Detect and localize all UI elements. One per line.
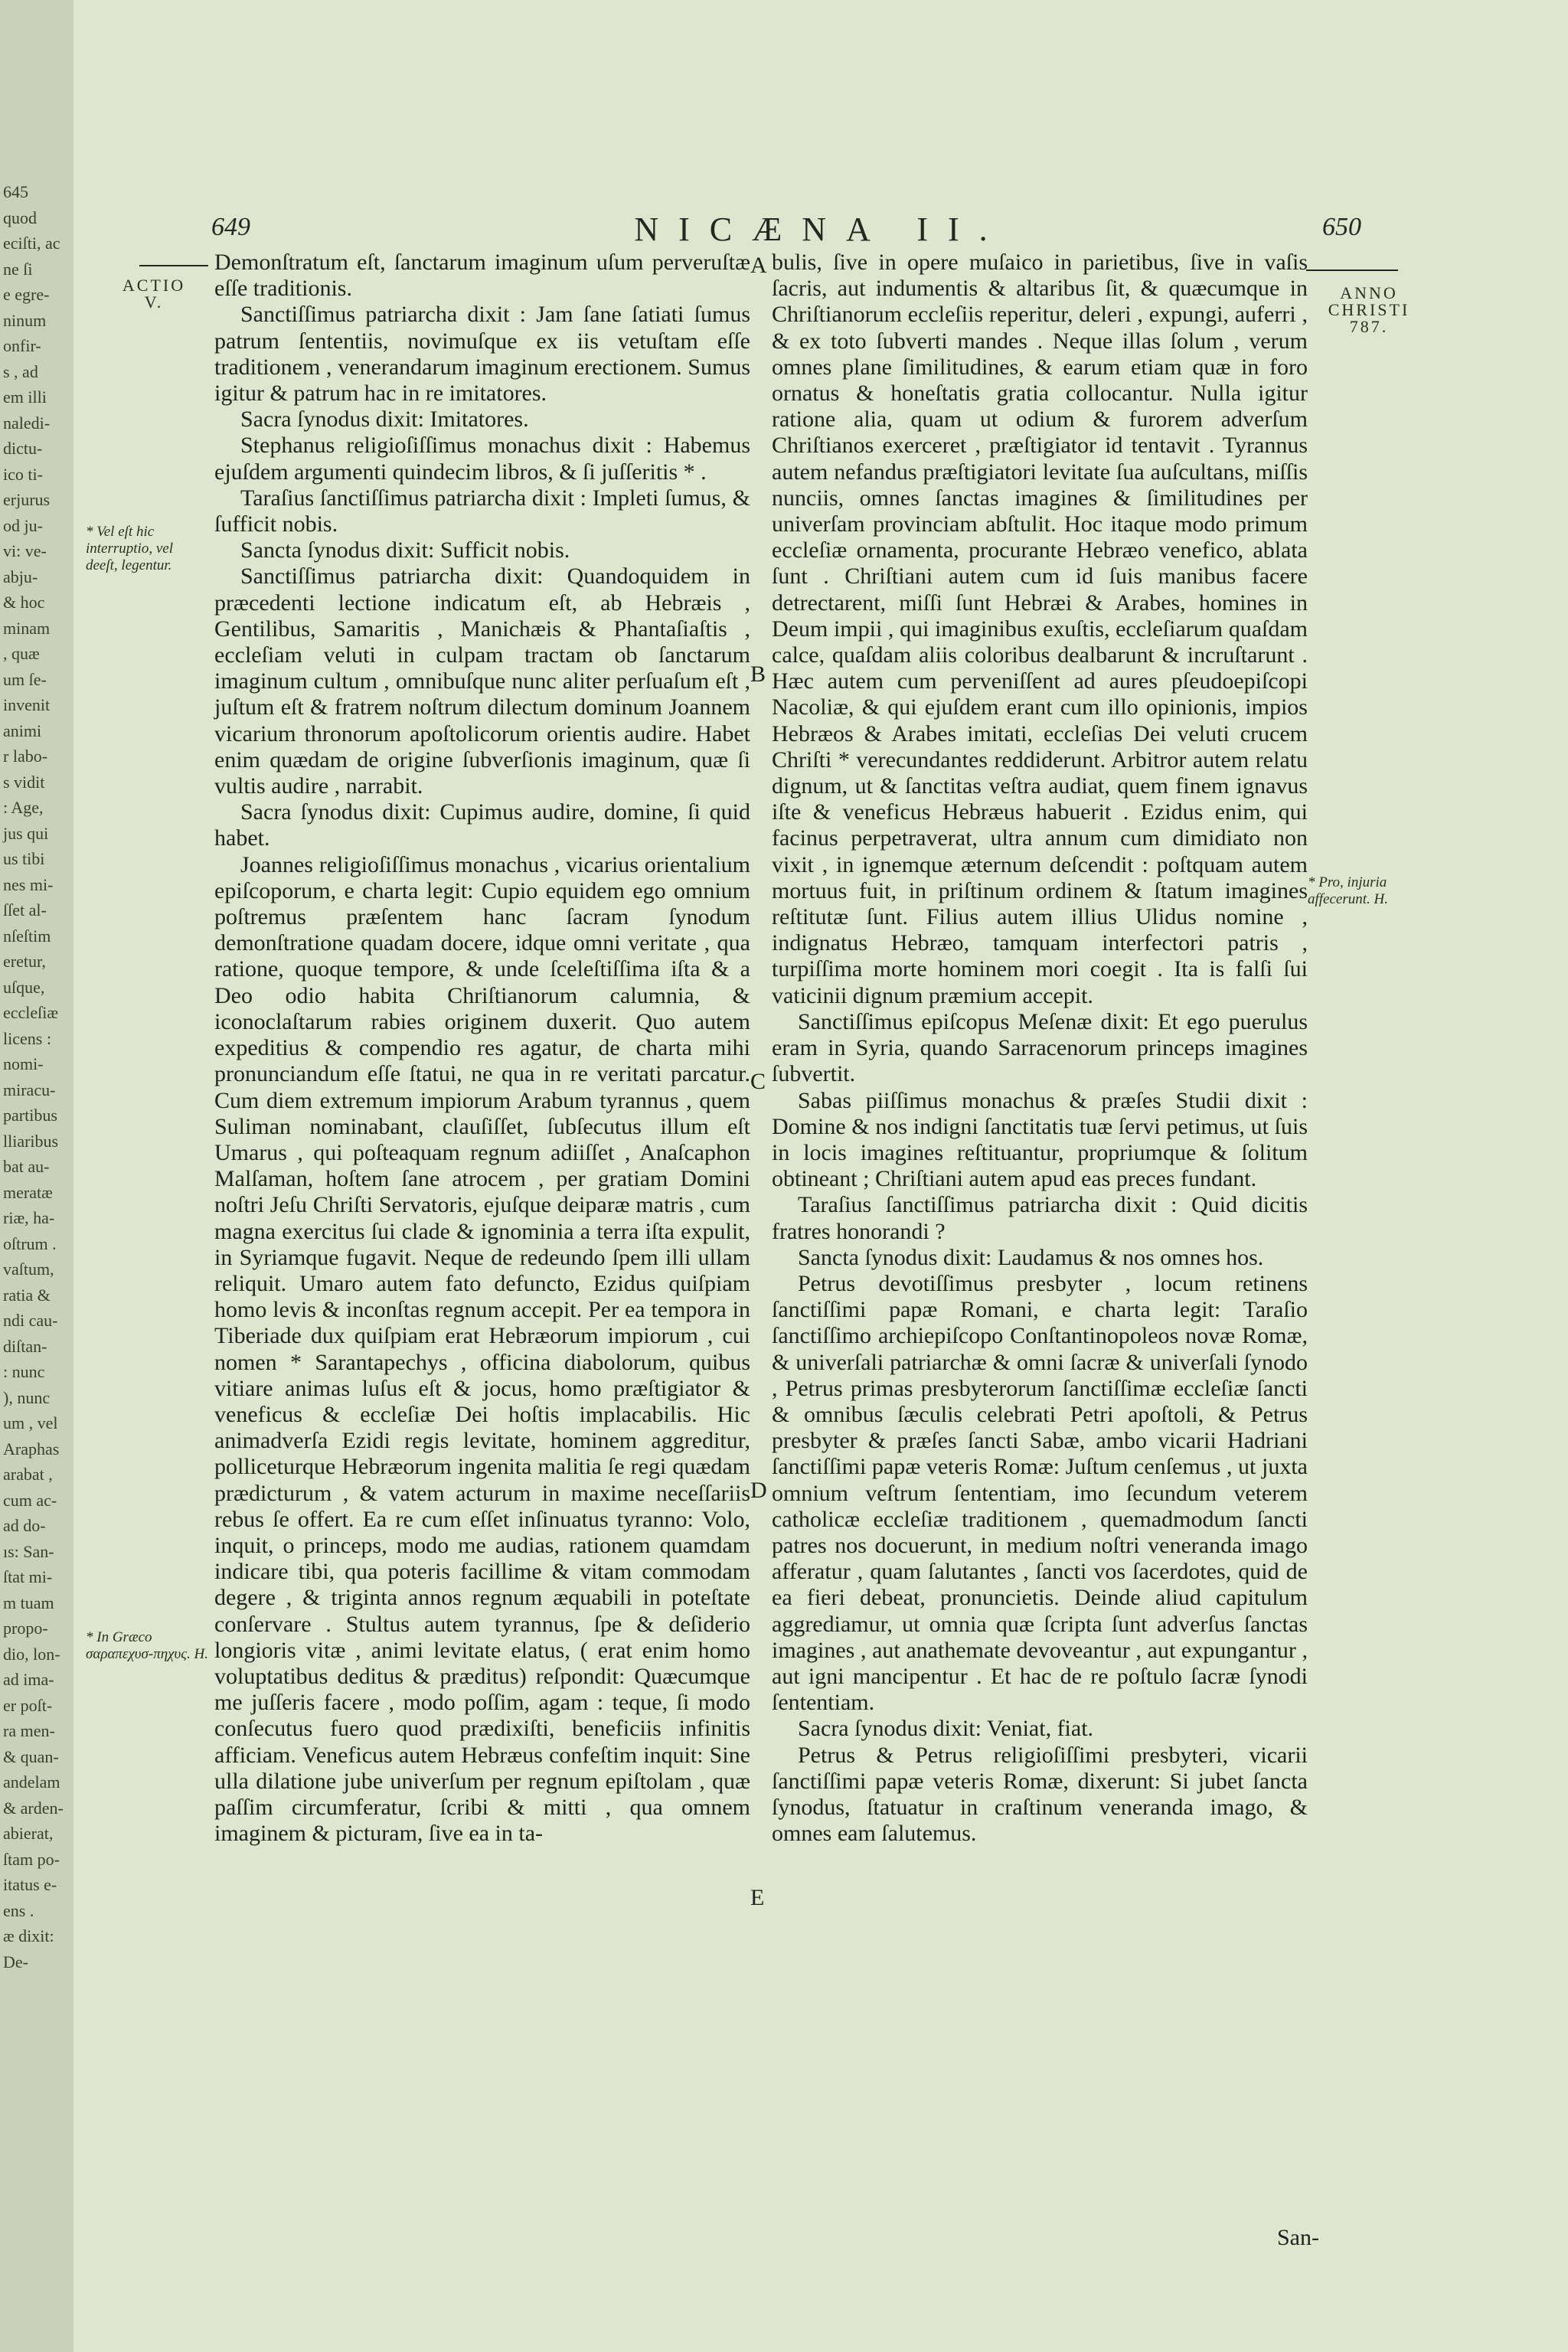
prev-page-fragment: animi xyxy=(3,720,42,740)
prev-page-fragment: e egre- xyxy=(3,285,50,304)
prev-page-fragment: cum ac- xyxy=(3,1490,57,1510)
prev-page-fragment: : Age, xyxy=(3,798,44,817)
prev-page-fragment: em illi xyxy=(3,387,47,407)
paragraph: Sancta ſynodus dixit: Laudamus & nos omnes hos. xyxy=(798,1244,1264,1270)
prev-page-fragment: riæ, ha- xyxy=(3,1208,55,1227)
paragraph: Sanctiſſimus epiſcopus Meſenæ dixit: Et ego puerulus eram in Syria, quando Sarracenorum princeps imagines ſubvertit. xyxy=(772,1008,1308,1087)
prev-page-fragment: ), nunc xyxy=(3,1387,51,1407)
prev-page-fragment: ſtat mi- xyxy=(3,1567,53,1586)
prev-page-fragment: m tuam xyxy=(3,1592,54,1612)
paragraph: Sacra ſynodus dixit: Veniat, fiat. xyxy=(798,1716,1094,1742)
right-column xyxy=(772,250,1308,1847)
prev-page-fragment: ninum xyxy=(3,310,47,330)
paragraph: bulis, ſive in opere muſaico in parietibus, ſive in vaſis ſacris, aut indumentis & altaribus ſit, & quæcumque in Chriſtianorum eccleſiis reperitur, deleri , expungi, auferri , & ex toto ſubverti mandes . Neque illas ſolum , verum omnes plane ſimilitudines, & earum etiam quæ in foro ornatus & honeſtatis gratia collocantur. Nulla igitur ratione alia, quam ut odium & furorem adverſum Chriſtianos exerceret , præſtigiator id tentavit . Tyrannus autem nefandus præſtigiatori levitate ſua auſcultans, miſſis nunciis, omnes ſanctas imagines & ſimilitudines per univerſam provinciam abſtulit. Hoc itaque modo primum eccleſiæ ornamenta, procurante Hebræo venefico, ablata ſunt . Chriſtiani autem cum id ſuis manibus facere detrectarent, miſſi ſunt Hebræi & Arabes, homines in Deum impii , qui imaginibus exuſtis, eccleſiarum quaſdam calce, quaſdam aliis coloribus dealbarunt & incruſtarunt . Hæc autem cum perveniſſent ad aures pſeudoepiſcopi Nacoliæ, & qui ejuſdem erant cum illo opinionis, impios Hebræos & Arabes imitati, eccleſias Dei veluti crucem Chriſti * verecundantes reddiderunt. Arbitror autem relatu dignum, ut & ſanctitas veſtra audiat, quem finem ignavus iſte & veneficus Hebræus habuerit . Ezidus enim, qui facinus perpetraverat, ultra annum cum dimidiato non vixit , in ignemque æternum deſcendit : poſtquam autem mortuus fuit, in priſtinum ordinem & ſtatum imagines reſtitutæ ſunt. Filius autem illius Ulidus nomine , indignatus Hebræo, tamquam interfectori patris , turpiſſima morte hominem mori coegit . Ita is falſi ſui vaticinii dignum præmium accepit. xyxy=(772,250,1308,1008)
prev-page-fragment: minam xyxy=(3,618,51,638)
paragraph: Sacra ſynodus dixit: Imitatores. xyxy=(240,407,529,433)
page-number-left: 649 xyxy=(211,213,250,241)
prev-page-fragment: ſſet al- xyxy=(3,900,47,920)
prev-page-fragment: nomi- xyxy=(3,1054,44,1073)
previous-page-edge xyxy=(0,0,76,2352)
prev-page-fragment: eretur, xyxy=(3,952,46,971)
paragraph: Sabas piiſſimus monachus & præſes Studii dixit : Domine & nos indigni ſanctitatis tuæ ſervi petimus, ut ſuis in locis imagines reſtituantur, propriumque & ſolitum obtineant ; Chriſtiani autem apud eas preces fundant. xyxy=(772,1087,1308,1192)
paragraph: Petrus & Petrus religioſiſſimi presbyteri, vicarii ſanctiſſimi papæ veteris Romæ, dixerunt: Si jubet ſancta ſynodus, ſtatuatur in craſtinum veneranda imago, & omnes eam ſalutemus. xyxy=(772,1742,1308,1847)
prev-page-fragment: eccleſiæ xyxy=(3,1003,59,1022)
prev-page-fragment: ad do- xyxy=(3,1516,46,1535)
prev-page-fragment: abierat, xyxy=(3,1824,54,1843)
left-rule xyxy=(139,265,208,266)
prev-page-fragment: , quæ xyxy=(3,644,40,663)
prev-page-fragment: Araphas xyxy=(3,1439,60,1459)
prev-page-fragment: s vidit xyxy=(3,772,45,792)
prev-page-fragment: nes mi- xyxy=(3,874,54,894)
prev-page-fragment: quod xyxy=(3,207,37,227)
right-rule xyxy=(1306,270,1398,271)
prev-page-fragment: diſtan- xyxy=(3,1336,47,1356)
page-number-right: 650 xyxy=(1322,213,1361,241)
paragraph: Taraſius ſanctiſſimus patriarcha dixit : Quid dicitis fratres honorandi ? xyxy=(772,1192,1308,1244)
prev-page-fragment: lliaribus xyxy=(3,1131,59,1151)
prev-page-fragment: um , vel xyxy=(3,1413,58,1432)
paragraph: Sanctiſſimus patriarcha dixit : Jam ſane ſatiati ſumus patrum ſententiis, novimuſque ex iis vetuſtam eſſe traditionem , venerandarum imaginum erectionem. Sumus igitur & patrum hac in re imitatores. xyxy=(214,302,750,407)
prev-page-fragment: propo- xyxy=(3,1619,48,1638)
prev-page-fragment: & quan- xyxy=(3,1746,59,1766)
book-page xyxy=(74,0,1568,2352)
prev-page-fragment: abju- xyxy=(3,567,38,586)
paragraph: Demonſtratum eſt, ſanctarum imaginum uſum perveruſtæ eſſe traditionis. xyxy=(214,250,750,302)
prev-page-fragment: s , ad xyxy=(3,361,38,381)
prev-page-fragment: jus qui xyxy=(3,823,49,843)
prev-page-fragment: dictu- xyxy=(3,439,43,458)
prev-page-fragment: bat au- xyxy=(3,1157,50,1176)
prev-page-fragment: onfir- xyxy=(3,336,41,355)
prev-page-fragment: De- xyxy=(3,1952,28,1971)
prev-page-fragment: eciſti, ac xyxy=(3,234,60,253)
prev-page-fragment: itatus e- xyxy=(3,1875,57,1894)
prev-page-fragment: oſtrum . xyxy=(3,1233,57,1253)
prev-page-fragment: partibus xyxy=(3,1106,57,1125)
prev-page-fragment: ens . xyxy=(3,1900,34,1920)
margin-note-left-1: * Vel eſt hic interruptio, vel deeſt, legentur. xyxy=(86,524,173,573)
prev-page-fragment: ico ti- xyxy=(3,464,43,484)
paragraph: Sanctiſſimus patriarcha dixit: Quandoquidem in præcedenti lectione indicatum eſt, ab Hebræis , Gentilibus, Samaritis , Manichæis & Phantaſiaſtis , eccleſiam veluti in culpam tractam ob ſanctarum imaginum cultum , omnibuſque nunc aliter perſuaſum eſt , juſtum eſt & fratrem noſtrum dilectum dominum Joannem vicarium thronorum apoſtolicorum orientis audire. Habet enim quædam de origine ſubverſionis imaginum, quæ ſi vultis audire , narrabit. xyxy=(214,564,750,799)
margin-note-right: * Pro, injuria affecerunt. H. xyxy=(1308,874,1389,907)
prev-page-fragment: od ju- xyxy=(3,515,43,535)
prev-page-fragment: meratæ xyxy=(3,1182,53,1202)
prev-page-fragment: vi: ve- xyxy=(3,541,47,560)
paragraph: Stephanus religioſiſſimus monachus dixit : Habemus ejuſdem argumenti quindecim libros, & ſi juſſeritis * . xyxy=(214,433,750,485)
section-letter-a: A xyxy=(750,253,767,278)
prev-page-fragment: r labo- xyxy=(3,746,48,766)
prev-page-fragment: ad ima- xyxy=(3,1670,54,1689)
prev-page-fragment: uſque, xyxy=(3,977,45,997)
prev-page-fragment: ndi cau- xyxy=(3,1311,58,1330)
running-header xyxy=(74,213,1568,251)
prev-page-fragment: us tibi xyxy=(3,849,45,868)
prev-page-fragment: ıs: San- xyxy=(3,1541,54,1561)
prev-page-fragment: invenit xyxy=(3,695,51,714)
paragraph: Petrus devotiſſimus presbyter , locum retinens ſanctiſſimi papæ Romani, e charta legit: Taraſio ſanctiſſimo archiepiſcopo Conſtantinopoleos novæ Romæ, & univerſali patriarchæ & omni ſacræ & univerſali ſynodo , Petrus primas presbyterorum ſanctiſſimæ eccleſiæ ſancti & omnibus ſæculis celebrati Petri apoſtoli, & Petrus presbyter & præſes ſancti Sabæ, ambo vicarii Hadriani ſanctiſſimi papæ veteris Romæ: Juſtum cenſemus , ut juxta omnium veſtrum ſententiam, imo ſecundum veterem catholicæ eccleſiæ traditionem , quemadmodum ſancti patres nos docuerunt, in medium noſtri veneranda imago afferatur , quam ſalutantes , ſancti vos ſacerdotes, quid de ea fieri debeat, pronuncietis. Deinde aliud capitulum aggrediamur, ut omnia quæ ſcripta ſunt adverſus ſanctas imagines , aut anathemate devoveantur , aut expungantur , aut igni mancipentur . Et hac de re poſtulo ſacræ ſynodi ſententiam. xyxy=(772,1270,1308,1716)
prev-page-fragment: æ dixit: xyxy=(3,1926,54,1945)
prev-page-fragment: & hoc xyxy=(3,593,45,612)
prev-page-fragment: naledi- xyxy=(3,413,51,433)
prev-page-fragment: : nunc xyxy=(3,1362,45,1381)
left-column xyxy=(214,250,750,1847)
paragraph: Taraſius ſanctiſſimus patriarcha dixit : Impleti ſumus, & ſufficit nobis. xyxy=(214,485,750,537)
margin-note-left-2: * In Græco σαραπεχυσ-πηχυς. H. xyxy=(86,1629,208,1662)
prev-page-fragment: nſeſtim xyxy=(3,926,51,946)
margin-anno-christi: ANNO CHRISTI 787. xyxy=(1328,283,1410,336)
section-letter-b: B xyxy=(750,662,766,687)
paragraph: Sacra ſynodus dixit: Cupimus audire, domine, ſi quid habet. xyxy=(214,799,750,851)
running-title: NICÆNA II. xyxy=(634,211,1008,248)
prev-page-fragment: erjurus xyxy=(3,490,51,509)
prev-page-fragment: arabat , xyxy=(3,1465,53,1484)
prev-page-fragment: dio, lon- xyxy=(3,1644,60,1664)
margin-actio: ACTIO V. xyxy=(122,276,186,312)
prev-page-fragment: ra men- xyxy=(3,1721,55,1740)
section-letter-e: E xyxy=(750,1885,765,1910)
paragraph: Joannes religioſiſſimus monachus , vicarius orientalium epiſcoporum, e charta legit: Cupio equidem ego omnium poſtremus præſentem hanc ſacram ſynodum demonſtratione quadam docere, idque omni veritate , qua ratione, quoque tempore, & unde ſceleſtiſſima iſta & a Deo odio habita Chriſtianorum calumnia, & iconoclaſtarum rabies originem duxerit. Quo autem expeditius & compendio res agatur, de charta mihi pronunciandum eſſe ſtatui, ne qua in re veritati parcatur. Cum diem extremum impiorum Arabum tyrannus , quem Suliman nominabant, clauſiſſet, ſubſecutus illum eſt Umarus , qui poſteaquam regnum adiiſſet , Anaſcaphon Malſaman, hoſtem ſane atrocem , per gratiam Domini noſtri Jeſu Chriſti Servatoris, ejuſque deiparæ matris , cum magna exercitus ſui clade & ignominia a terra iſta expulit, in Syriamque fugavit. Neque de redeundo ſpem illi ullam reliquit. Umaro autem fato defuncto, Ezidus quiſpiam homo levis & inconſtas regnum accepit. Per ea tempora in Tiberiade dux quiſpiam erat Hebræorum impiorum , cui nomen * Sarantapechys , officina diabolorum, quibus vitiare animas luſus eſt & jocus, homo præſtigiator & veneficus & eccleſiæ Dei hoſtis implacabilis. Hic animadverſa Ezidi regis levitate, hominem aggreditur, polliceturque Hebræorum ingenita malitia ſe regi quædam prædicturum , & vatem acturum in maxime neceſſariis rebus ſe offert. Ea re cum eſſet inſinuatus tyranno: Volo, inquit, o princeps, modo me audias, rationem quamdam indicare tibi, qua poteris facillime & vitam commodam degere , & triginta annos regnum æquabili in poteſtate conſervare . Stultus autem tyrannus, ſpe & deſiderio longioris vitæ , animi levitate elatus, ( erat enim homo voluptatibus deditus & præditus) reſpondit: Quæcumque me juſſeris facere , modo poſſim, agam : teque, ſi modo conſecutus fuero quod prædixiſti, beneficiis infinitis afficiam. Veneficus autem Hebræus confeſtim inquit: Sine ulla dilatione jube univerſum per regnum epiſtolam , quæ paſſim circumferatur, ſcribi & mitti , qua omnem imaginem & picturam, ſive ea in ta- xyxy=(214,851,750,1847)
prev-page-fragment: er poſt- xyxy=(3,1695,53,1715)
prev-page-fragment: ne ſi xyxy=(3,259,33,279)
prev-page-fragment: ſtam po- xyxy=(3,1849,60,1869)
prev-page-fragment: & arden- xyxy=(3,1798,64,1818)
catchword: San- xyxy=(1277,2225,1319,2250)
section-letter-c: C xyxy=(750,1069,766,1094)
paragraph: Sancta ſynodus dixit: Sufficit nobis. xyxy=(240,537,570,564)
section-letter-d: D xyxy=(750,1478,767,1503)
prev-page-fragment: vaſtum, xyxy=(3,1259,54,1279)
prev-page-fragment: um ſe- xyxy=(3,669,47,689)
prev-page-fragment: 645 xyxy=(3,182,28,201)
prev-page-fragment: miracu- xyxy=(3,1080,56,1099)
prev-page-fragment: andelam xyxy=(3,1772,60,1792)
prev-page-fragment: licens : xyxy=(3,1028,51,1048)
prev-page-fragment: ratia & xyxy=(3,1285,51,1305)
